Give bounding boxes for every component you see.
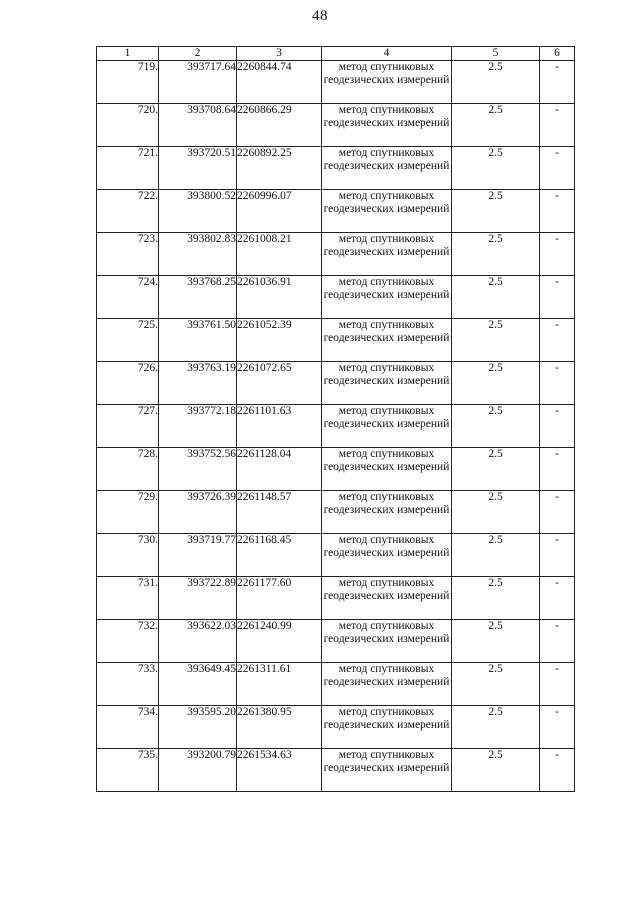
cell-note: - (540, 233, 575, 276)
cell-accuracy: 2.5 (452, 405, 540, 448)
cell-point-number: 732. (97, 620, 159, 663)
header-col-3: 3 (237, 47, 322, 61)
cell-note: - (540, 620, 575, 663)
table-row (97, 491, 575, 534)
cell-method: метод спутниковых геодезических измерений (322, 663, 452, 706)
cell-note: - (540, 276, 575, 319)
cell-point-number: 735. (97, 749, 159, 792)
cell-coord-x: 393622.03 (159, 620, 237, 663)
cell-coord-x: 393717.64 (159, 61, 237, 104)
cell-method: метод спутниковых геодезических измерений (322, 147, 452, 190)
cell-point-number: 728. (97, 448, 159, 491)
table-row (97, 362, 575, 405)
cell-accuracy: 2.5 (452, 190, 540, 233)
cell-coord-y: 2260866.29 (237, 104, 322, 147)
cell-note: - (540, 319, 575, 362)
cell-note: - (540, 749, 575, 792)
cell-coord-y: 2261101.63 (237, 405, 322, 448)
table-row (97, 577, 575, 620)
table-row (97, 448, 575, 491)
cell-accuracy: 2.5 (452, 577, 540, 620)
table-body (97, 61, 575, 792)
cell-method: метод спутниковых геодезических измерений (322, 405, 452, 448)
cell-point-number: 734. (97, 706, 159, 749)
cell-method: метод спутниковых геодезических измерений (322, 577, 452, 620)
cell-note: - (540, 577, 575, 620)
cell-note: - (540, 534, 575, 577)
cell-accuracy: 2.5 (452, 620, 540, 663)
cell-method: метод спутниковых геодезических измерений (322, 276, 452, 319)
cell-coord-x: 393800.52 (159, 190, 237, 233)
cell-coord-x: 393726.39 (159, 491, 237, 534)
table-row (97, 706, 575, 749)
cell-note: - (540, 61, 575, 104)
cell-point-number: 724. (97, 276, 159, 319)
cell-coord-y: 2261148.57 (237, 491, 322, 534)
cell-note: - (540, 405, 575, 448)
cell-coord-x: 393752.56 (159, 448, 237, 491)
cell-method: метод спутниковых геодезических измерений (322, 706, 452, 749)
cell-method: метод спутниковых геодезических измерений (322, 448, 452, 491)
table-row (97, 749, 575, 792)
cell-point-number: 726. (97, 362, 159, 405)
page-number: 48 (312, 8, 328, 24)
cell-coord-y: 2261128.04 (237, 448, 322, 491)
cell-coord-x: 393708.64 (159, 104, 237, 147)
cell-accuracy: 2.5 (452, 233, 540, 276)
cell-note: - (540, 147, 575, 190)
cell-method: метод спутниковых геодезических измерений (322, 534, 452, 577)
cell-coord-y: 2261240.99 (237, 620, 322, 663)
cell-accuracy: 2.5 (452, 491, 540, 534)
cell-coord-x: 393649.45 (159, 663, 237, 706)
cell-note: - (540, 362, 575, 405)
cell-point-number: 722. (97, 190, 159, 233)
header-col-2: 2 (159, 47, 237, 61)
cell-note: - (540, 706, 575, 749)
cell-accuracy: 2.5 (452, 448, 540, 491)
cell-coord-x: 393200.79 (159, 749, 237, 792)
cell-coord-y: 2261311.61 (237, 663, 322, 706)
cell-accuracy: 2.5 (452, 276, 540, 319)
cell-note: - (540, 663, 575, 706)
cell-coord-y: 2261380.95 (237, 706, 322, 749)
coordinates-table (96, 46, 575, 792)
cell-point-number: 733. (97, 663, 159, 706)
cell-coord-y: 2261052.39 (237, 319, 322, 362)
cell-point-number: 720. (97, 104, 159, 147)
cell-point-number: 730. (97, 534, 159, 577)
header-col-1: 1 (97, 47, 159, 61)
table-row (97, 190, 575, 233)
cell-coord-y: 2260892.25 (237, 147, 322, 190)
header-col-5: 5 (452, 47, 540, 61)
cell-coord-x: 393761.50 (159, 319, 237, 362)
cell-point-number: 723. (97, 233, 159, 276)
cell-coord-y: 2261534.63 (237, 749, 322, 792)
table-row (97, 61, 575, 104)
cell-note: - (540, 491, 575, 534)
cell-note: - (540, 104, 575, 147)
cell-accuracy: 2.5 (452, 663, 540, 706)
cell-point-number: 721. (97, 147, 159, 190)
cell-coord-y: 2261008.21 (237, 233, 322, 276)
cell-method: метод спутниковых геодезических измерений (322, 104, 452, 147)
cell-coord-x: 393802.83 (159, 233, 237, 276)
cell-method: метод спутниковых геодезических измерений (322, 190, 452, 233)
table-row (97, 663, 575, 706)
cell-point-number: 719. (97, 61, 159, 104)
cell-accuracy: 2.5 (452, 706, 540, 749)
cell-coord-x: 393719.77 (159, 534, 237, 577)
cell-point-number: 727. (97, 405, 159, 448)
header-row (97, 47, 575, 61)
cell-method: метод спутниковых геодезических измерений (322, 620, 452, 663)
header-col-4: 4 (322, 47, 452, 61)
cell-coord-y: 2261072.65 (237, 362, 322, 405)
table-row (97, 534, 575, 577)
cell-note: - (540, 448, 575, 491)
cell-accuracy: 2.5 (452, 362, 540, 405)
cell-coord-x: 393763.19 (159, 362, 237, 405)
table-row (97, 319, 575, 362)
cell-accuracy: 2.5 (452, 147, 540, 190)
cell-coord-x: 393595.20 (159, 706, 237, 749)
cell-note: - (540, 190, 575, 233)
cell-point-number: 725. (97, 319, 159, 362)
cell-point-number: 729. (97, 491, 159, 534)
cell-accuracy: 2.5 (452, 104, 540, 147)
cell-method: метод спутниковых геодезических измерений (322, 233, 452, 276)
cell-coord-y: 2261177.60 (237, 577, 322, 620)
table-row (97, 405, 575, 448)
cell-coord-y: 2260844.74 (237, 61, 322, 104)
cell-accuracy: 2.5 (452, 534, 540, 577)
cell-method: метод спутниковых геодезических измерений (322, 749, 452, 792)
cell-accuracy: 2.5 (452, 319, 540, 362)
table-row (97, 276, 575, 319)
table-row (97, 147, 575, 190)
cell-coord-y: 2261036.91 (237, 276, 322, 319)
cell-coord-x: 393768.25 (159, 276, 237, 319)
cell-method: метод спутниковых геодезических измерений (322, 362, 452, 405)
table-row (97, 104, 575, 147)
cell-coord-x: 393720.51 (159, 147, 237, 190)
cell-point-number: 731. (97, 577, 159, 620)
table-row (97, 620, 575, 663)
cell-accuracy: 2.5 (452, 749, 540, 792)
cell-method: метод спутниковых геодезических измерений (322, 491, 452, 534)
cell-coord-x: 393772.18 (159, 405, 237, 448)
cell-method: метод спутниковых геодезических измерений (322, 319, 452, 362)
table-row (97, 233, 575, 276)
cell-method: метод спутниковых геодезических измерений (322, 61, 452, 104)
cell-coord-y: 2261168.45 (237, 534, 322, 577)
cell-coord-y: 2260996.07 (237, 190, 322, 233)
header-col-6: 6 (540, 47, 575, 61)
cell-accuracy: 2.5 (452, 61, 540, 104)
cell-coord-x: 393722.89 (159, 577, 237, 620)
